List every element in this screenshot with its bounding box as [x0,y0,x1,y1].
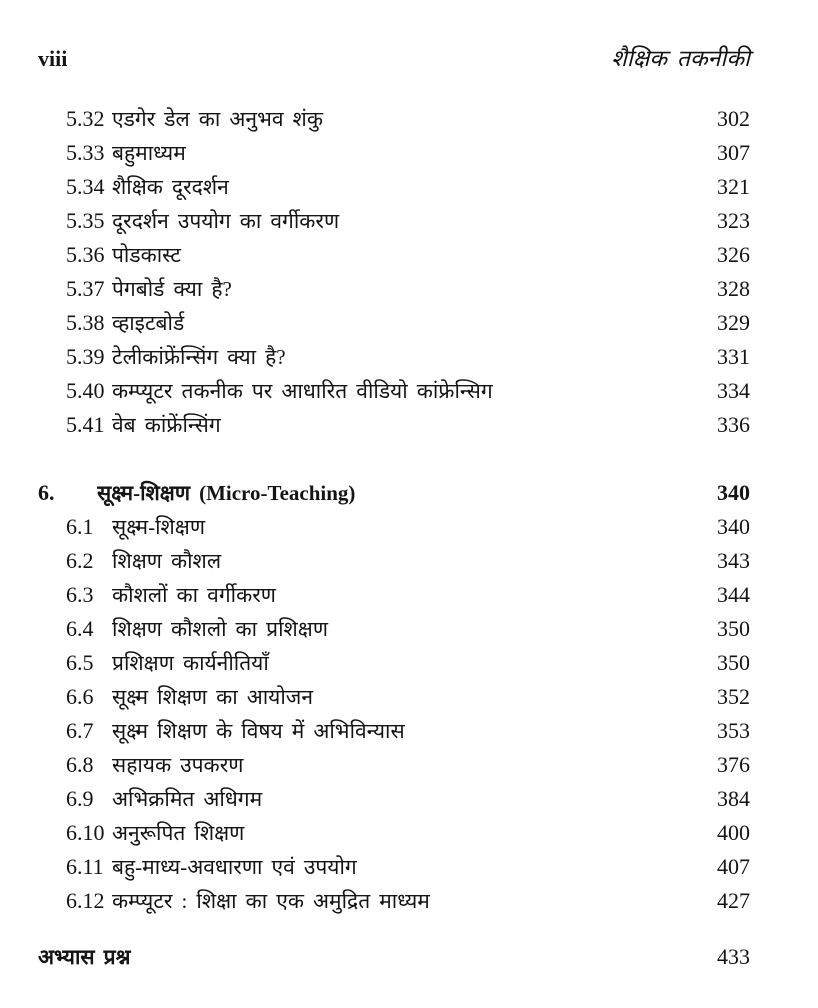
toc-entry [38,578,750,612]
toc-entry-number: 5.40 [66,378,105,403]
toc-entry-page-number: 433 [717,944,750,969]
toc-entry-title: वेब कांफ्रेंन्सिंग [112,413,221,437]
toc-entry-page-number: 350 [717,650,750,675]
toc-entry-number: 6.5 [66,650,94,675]
toc-entry [38,170,750,204]
toc-entry-page-number: 340 [717,514,750,539]
toc-entry-page-number: 400 [717,820,750,845]
toc-entry-title: सहायक उपकरण [112,753,244,777]
toc-entry-number: 5.33 [66,140,105,165]
toc-entry-page-number: 326 [717,242,750,267]
toc-entry-number: 6.12 [66,888,105,913]
toc-entry [38,306,750,340]
toc-entry-title: सूक्ष्म शिक्षण का आयोजन [112,685,314,709]
toc-entry-title: कम्प्यूटर : शिक्षा का एक अमुद्रित माध्यम [112,889,430,913]
toc-entry [38,340,750,374]
toc-entry-number: 6. [38,480,55,505]
toc-entry [38,714,750,748]
toc-entry-page-number: 307 [717,140,750,165]
toc-entry-title: कौशलों का वर्गीकरण [112,583,276,607]
toc-entry-page-number: 340 [717,480,750,505]
toc-entry-number: 5.32 [66,106,105,131]
toc-entry-page-number: 336 [717,412,750,437]
toc-entry-number: 6.6 [66,684,94,709]
toc-entry [38,136,750,170]
toc-entry-page-number: 329 [717,310,750,335]
toc-entry-number: 5.39 [66,344,105,369]
toc-entry-page-number: 331 [717,344,750,369]
toc-entry-title: शिक्षण कौशलो का प्रशिक्षण [112,617,329,641]
toc-entry-number: 5.37 [66,276,105,301]
toc-entry-page-number: 427 [717,888,750,913]
running-header [38,46,750,72]
toc-entry-page-number: 344 [717,582,750,607]
toc-entry-page-number: 353 [717,718,750,743]
running-header-title: शैक्षिक तकनीकी [611,46,750,71]
toc-entry [38,850,750,884]
toc-entry [38,204,750,238]
toc-entry-page-number: 321 [717,174,750,199]
toc-entry-title: पेगबोर्ड क्या है? [112,277,232,301]
toc-entry-page-number: 323 [717,208,750,233]
toc-entry-page-number: 407 [717,854,750,879]
toc-entry-title: अभिक्रमित अधिगम [112,787,263,811]
toc-entry [38,816,750,850]
toc-entry-number: 6.2 [66,548,94,573]
toc-entry-number: 5.34 [66,174,105,199]
toc-entry [38,680,750,714]
toc-entry [38,940,750,974]
toc-entry-number: 6.10 [66,820,105,845]
toc-entry-page-number: 352 [717,684,750,709]
toc-entry-title: पोडकास्ट [112,243,181,267]
toc-entry [38,510,750,544]
toc-entry-title: शैक्षिक दूरदर्शन [112,175,229,199]
toc-entry-number: 5.36 [66,242,105,267]
toc-entry-number: 6.11 [66,854,104,879]
toc-entry [38,782,750,816]
toc-entry-number: 6.3 [66,582,94,607]
toc-entry-title: सूक्ष्म शिक्षण के विषय में अभिविन्यास [112,719,405,743]
toc-entry-title: सूक्ष्म-शिक्षण [112,515,206,539]
toc-entry-page-number: 334 [717,378,750,403]
toc-entry [38,884,750,918]
page-folio: viii [38,46,68,71]
toc-entry [38,748,750,782]
toc-entry [38,646,750,680]
toc-entry-page-number: 384 [717,786,750,811]
toc-entry-title: बहु-माध्य-अवधारणा एवं उपयोग [112,855,357,879]
toc-entry-number: 5.35 [66,208,105,233]
toc-entry-number: 5.41 [66,412,105,437]
toc-entry-number: 6.9 [66,786,94,811]
toc-entry-title: शिक्षण कौशल [112,549,222,573]
toc-entry-title: कम्प्यूटर तकनीक पर आधारित वीडियो कांफ्रेन्सिग [112,379,493,403]
toc-entry [38,544,750,578]
toc-entry-title: अभ्यास प्रश्न [38,945,131,969]
toc-entry-page-number: 376 [717,752,750,777]
toc-entry [38,476,750,510]
toc-entry-page-number: 343 [717,548,750,573]
toc-entry-title: एडगेर डेल का अनुभव शंकु [112,107,323,131]
toc-entry [38,272,750,306]
toc-entry-page-number: 328 [717,276,750,301]
toc-entry-number: 6.7 [66,718,94,743]
toc-entry-number: 5.38 [66,310,105,335]
toc-entry-title: दूरदर्शन उपयोग का वर्गीकरण [112,209,340,233]
toc-entry-number: 6.4 [66,616,94,641]
toc-entry-title: टेलीकांफ्रेंन्सिंग क्या है? [112,345,286,369]
toc-entry-title: प्रशिक्षण कार्यनीतियाँ [112,651,269,675]
table-of-contents [38,102,750,974]
toc-entry [38,374,750,408]
toc-entry-title: बहुमाध्यम [112,141,186,165]
toc-entry-page-number: 350 [717,616,750,641]
toc-entry [38,102,750,136]
toc-entry-title: सूक्ष्म-शिक्षण (Micro-Teaching) [97,481,356,505]
toc-entry-number: 6.1 [66,514,94,539]
toc-entry-number: 6.8 [66,752,94,777]
toc-entry-title: व्हाइटबोर्ड [112,311,185,335]
toc-entry [38,408,750,442]
toc-entry-page-number: 302 [717,106,750,131]
toc-entry [38,612,750,646]
toc-entry-title: अनुरूपित शिक्षण [112,821,245,845]
toc-entry [38,238,750,272]
